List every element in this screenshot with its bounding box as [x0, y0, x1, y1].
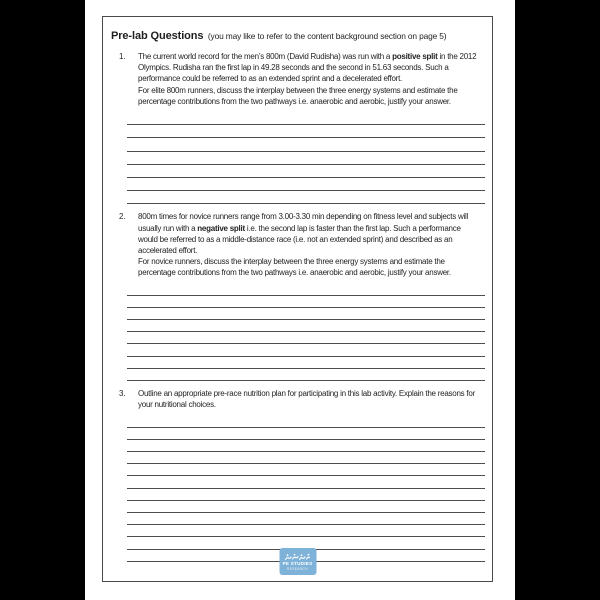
answer-line — [127, 296, 485, 308]
answer-line — [127, 191, 485, 204]
answer-line — [127, 513, 485, 525]
question-body-text: 800m times for novice runners range from 3.00-3.30 min depending on fitness level and subjects will usually run with a — [138, 212, 469, 233]
logo-subtitle: RESEARCH — [287, 566, 308, 571]
question-row — [111, 51, 486, 107]
answer-lines — [127, 284, 485, 382]
bold-term: positive split — [392, 52, 438, 61]
answer-line — [127, 125, 485, 138]
question-body-text: in the 2012 Olympics. Rudisha ran the first lap in 49.28 seconds and the second in 51.63 seconds. Such a performance could be referred to as an extended sprint and a decelerated effort. — [138, 52, 477, 84]
answer-line — [127, 308, 485, 320]
answer-line — [127, 112, 485, 125]
question-body-text: The current world record for the men’s 800m (David Rudisha) was run with a — [138, 52, 393, 61]
answer-line — [127, 369, 485, 381]
answer-lines — [127, 112, 485, 204]
answer-line — [127, 284, 485, 296]
question-row — [111, 388, 486, 410]
answer-line — [127, 476, 485, 488]
bold-term: negative split — [197, 223, 245, 233]
question-prompt: For novice runners, discuss the interplay between the three energy systems and estimate the percentage contributions from the two pathways i.e. anaerobic and aerobic, justify your answer. — [138, 257, 451, 278]
question-body-text: i.e. the second lap is faster than the first lap. Such a performance would be referred to as a middle-distance race (i.e. not an extended sprint) and described as an accelerated effort. — [138, 223, 461, 255]
answer-line — [127, 501, 485, 513]
answer-lines — [127, 415, 485, 561]
answer-line — [127, 178, 485, 191]
answer-line — [127, 344, 485, 356]
question-number: 2. — [119, 212, 126, 222]
section-heading — [111, 26, 486, 44]
answer-line — [127, 428, 485, 440]
answer-line — [127, 440, 485, 452]
answer-line — [127, 489, 485, 501]
answer-line — [127, 138, 485, 151]
question-item — [111, 51, 486, 204]
question-number: 3. — [119, 389, 126, 399]
question-item — [111, 388, 486, 562]
questions-list — [111, 51, 486, 562]
heading-note: (you may like to refer to the content background section on page 5) — [207, 31, 447, 41]
question-text — [138, 388, 486, 410]
answer-line — [127, 452, 485, 464]
page-title: Pre-lab Questions — [111, 30, 204, 42]
runner-figures-icon — [284, 553, 312, 561]
answer-line — [127, 415, 485, 427]
answer-line — [127, 525, 485, 537]
answer-line — [127, 320, 485, 332]
question-item — [111, 211, 486, 381]
answer-line — [127, 152, 485, 165]
question-body-text: Outline an appropriate pre-race nutrition plan for participating in this lab activity. Explain the reasons for your nutritional choices. — [138, 389, 475, 410]
answer-line — [127, 332, 485, 344]
answer-line — [127, 464, 485, 476]
logo-title: PE STUDIES — [282, 561, 313, 567]
question-number: 1. — [119, 52, 126, 61]
pe-studies-logo — [279, 548, 316, 575]
question-text — [138, 51, 486, 107]
document-page — [85, 0, 515, 600]
worksheet-border-box — [102, 16, 493, 582]
question-row — [111, 211, 486, 278]
question-prompt: For elite 800m runners, discuss the interplay between the three energy systems and estimate the percentage contributions from the two pathways i.e. anaerobic and aerobic, justify your answer. — [138, 85, 458, 106]
answer-line — [127, 165, 485, 178]
answer-line — [127, 357, 485, 369]
question-text — [138, 211, 486, 278]
